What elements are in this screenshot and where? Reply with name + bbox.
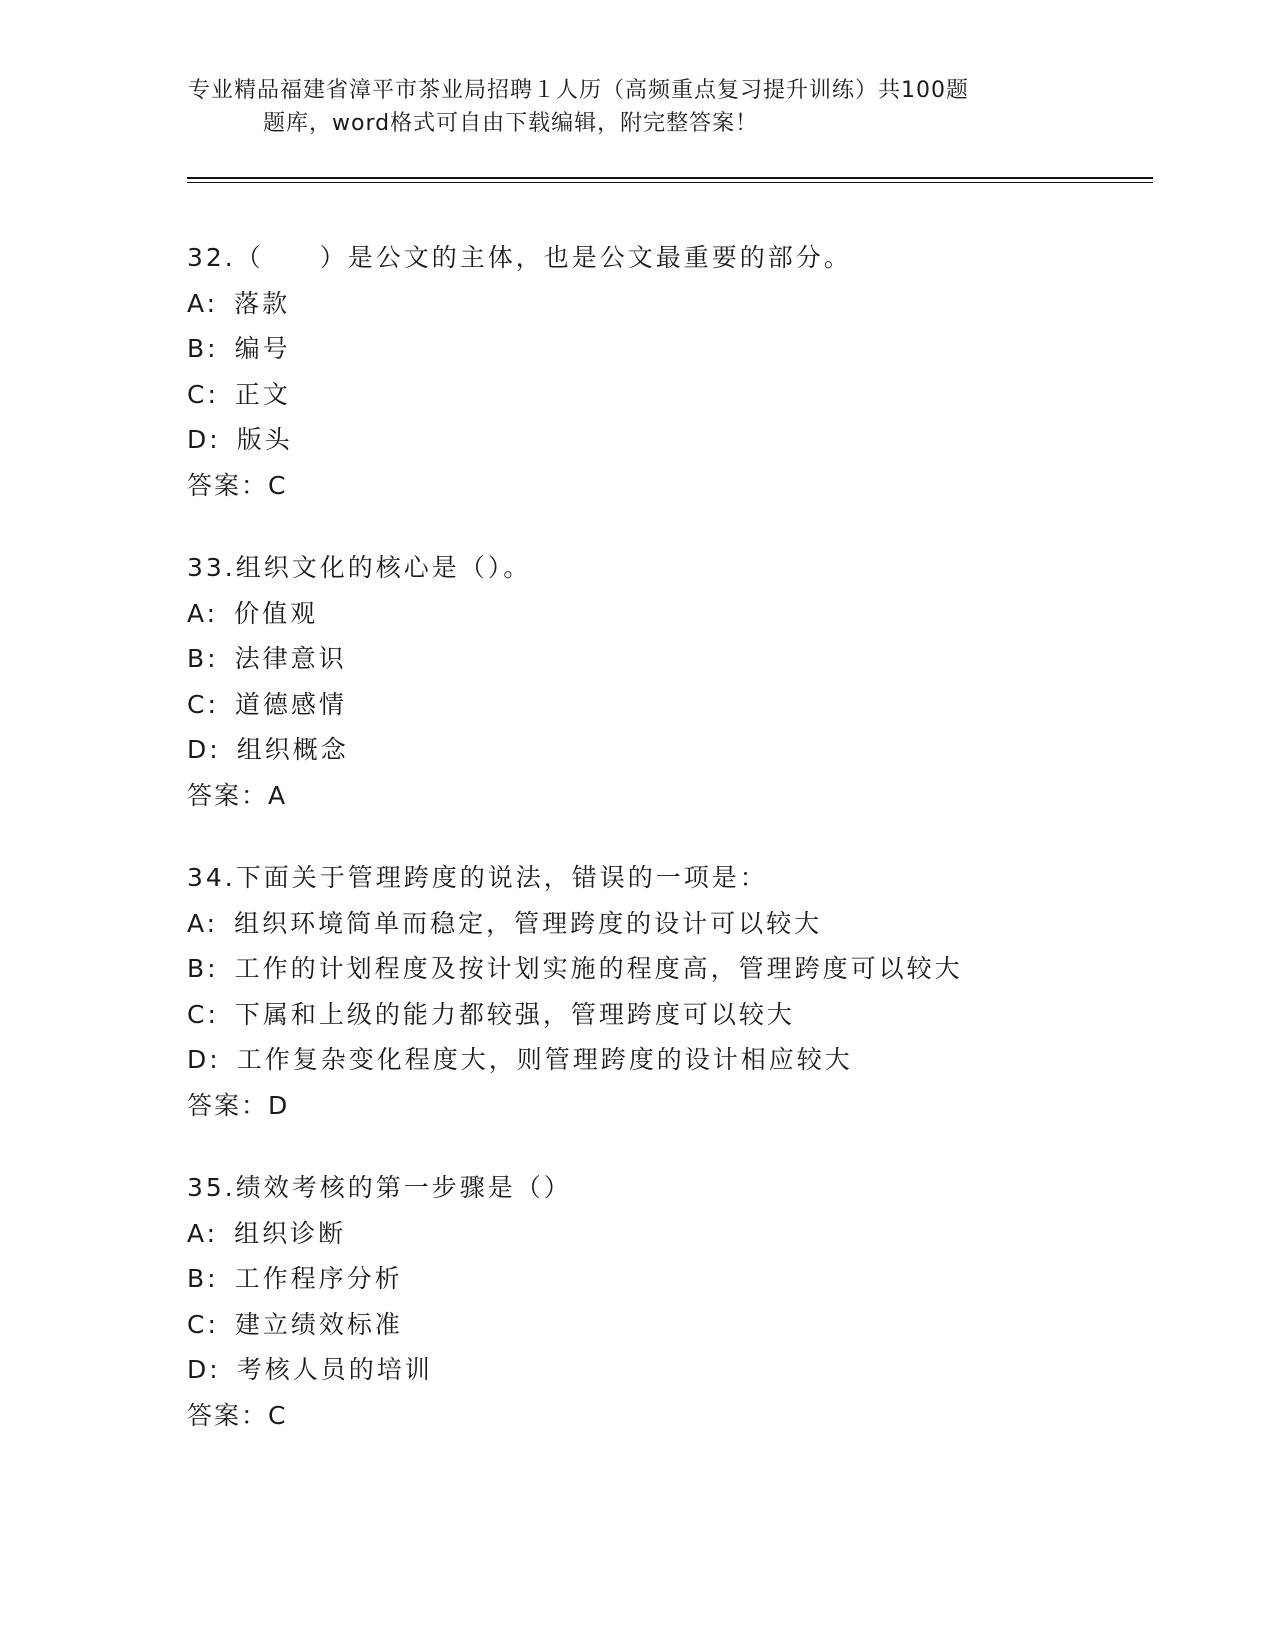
option-a — [187, 281, 1187, 327]
option-letter: D: — [187, 425, 221, 454]
option-d — [187, 1347, 1187, 1393]
option-text: 工作程序分析 — [234, 1264, 403, 1293]
answer-line: 答案：D — [187, 1090, 290, 1120]
question-stem: 34.下面关于管理跨度的说法，错误的一项是： — [187, 863, 768, 892]
option-text: 组织环境简单而稳定，管理跨度的设计可以较大 — [234, 908, 823, 938]
option-letter: A: — [187, 598, 219, 628]
option-text: 道德感情 — [234, 689, 347, 719]
option-c — [187, 682, 1187, 728]
option-letter: C: — [187, 379, 219, 409]
option-c — [187, 372, 1187, 418]
option-letter: B: — [187, 954, 219, 983]
option-text: 下属和上级的能力都较强，管理跨度可以较大 — [234, 999, 795, 1029]
option-letter: A: — [187, 908, 219, 938]
option-text: 落款 — [234, 288, 291, 318]
option-text: 考核人员的培训 — [236, 1355, 433, 1384]
option-d — [187, 1037, 1187, 1083]
option-letter: A: — [187, 288, 219, 318]
option-b — [187, 636, 1187, 682]
answer-line: 答案：C — [187, 1400, 288, 1430]
option-b — [187, 1256, 1187, 1302]
question-stem: 35.绩效考核的第一步骤是（） — [187, 1173, 572, 1202]
option-letter: B: — [187, 334, 219, 363]
option-b — [187, 946, 1187, 992]
answer-line: 答案：C — [187, 470, 288, 500]
header-title-line-2: 题库，word格式可自由下载编辑，附完整答案！ — [263, 111, 759, 136]
header-title-line-1: 专业精品福建省漳平市茶业局招聘１人历（高频重点复习提升训练）共100题 — [188, 78, 969, 103]
header-divider-thin — [187, 182, 1153, 183]
option-text: 版头 — [236, 425, 293, 454]
option-text: 工作复杂变化程度大，则管理跨度的设计相应较大 — [236, 1045, 853, 1074]
question-stem: 32.（ ）是公文的主体，也是公文最重要的部分。 — [187, 243, 852, 272]
answer-line: 答案：A — [187, 780, 288, 810]
option-c — [187, 1302, 1187, 1348]
option-d — [187, 727, 1187, 773]
option-text: 工作的计划程度及按计划实施的程度高，管理跨度可以较大 — [234, 954, 963, 983]
option-letter: C: — [187, 999, 219, 1029]
option-a — [187, 591, 1187, 637]
question-stem: 33.组织文化的核心是（）。 — [187, 553, 532, 582]
option-a — [187, 1211, 1187, 1257]
option-text: 组织诊断 — [234, 1218, 347, 1248]
header-divider-thick — [187, 177, 1153, 179]
option-text: 正文 — [234, 379, 291, 409]
option-letter: C: — [187, 689, 219, 719]
option-text: 编号 — [234, 334, 291, 363]
option-text: 组织概念 — [236, 735, 349, 764]
option-text: 价值观 — [234, 598, 319, 628]
option-letter: A: — [187, 1218, 219, 1248]
option-b — [187, 326, 1187, 372]
question-33 — [187, 545, 1187, 818]
question-34 — [187, 855, 1187, 1128]
option-letter: D: — [187, 1355, 221, 1384]
option-c — [187, 992, 1187, 1038]
question-32 — [187, 235, 1187, 508]
question-35 — [187, 1165, 1187, 1438]
option-d — [187, 417, 1187, 463]
option-text: 法律意识 — [234, 644, 347, 673]
option-letter: D: — [187, 1045, 221, 1074]
option-letter: C: — [187, 1309, 219, 1339]
option-a — [187, 901, 1187, 947]
option-letter: B: — [187, 1264, 219, 1293]
option-text: 建立绩效标准 — [234, 1309, 403, 1339]
option-letter: D: — [187, 735, 221, 764]
document-header — [188, 74, 1068, 140]
option-letter: B: — [187, 644, 219, 673]
question-list — [187, 235, 1187, 1475]
